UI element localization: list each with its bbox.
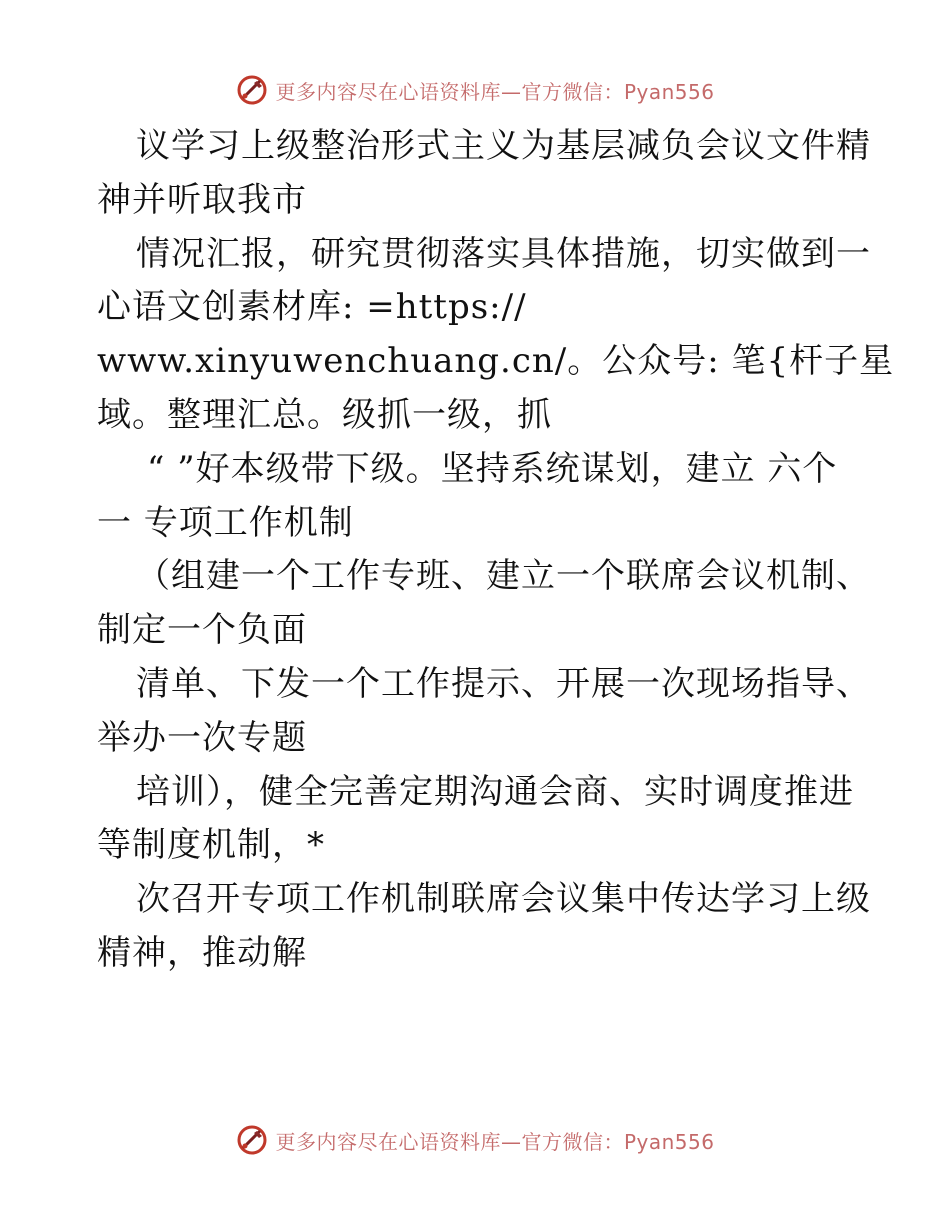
header-watermark-text: 更多内容尽在心语资料库—官方微信：Pyan556 xyxy=(275,79,715,104)
body-line: 精神，推动解 xyxy=(97,932,307,973)
body-line: 议学习上级整治形式主义为基层减负会议文件精 xyxy=(136,126,871,166)
body-line: “ ”好本级带下级。坚持系统谋划，建立 六个 xyxy=(147,448,838,489)
brush-circle-logo-icon xyxy=(235,73,269,107)
document-body xyxy=(97,120,895,981)
body-line: www.xinyuwenchuang.cn/。公众号: 笔{杆子星 xyxy=(97,341,895,382)
body-line: 次召开专项工作机制联席会议集中传达学习上级 xyxy=(136,879,871,920)
body-line: 情况汇报，研究贯彻落实具体措施，切实做到一 xyxy=(136,233,871,274)
body-line: 一 专项工作机制 xyxy=(97,502,354,543)
body-line: （组建一个工作专班、建立一个联席会议机制、 xyxy=(136,556,871,597)
body-line: 清单、下发一个工作提示、开展一次现场指导、 xyxy=(136,663,871,704)
body-line: 神并听取我市 xyxy=(97,179,307,220)
body-line: 制定一个负面 xyxy=(97,610,307,651)
header-watermark-banner xyxy=(0,70,950,110)
body-line: 培训），健全完善定期沟通会商、实时调度推进 xyxy=(136,771,854,812)
footer-watermark-text: 更多内容尽在心语资料库—官方微信：Pyan556 xyxy=(275,1129,715,1154)
body-line: 举办一次专题 xyxy=(97,717,307,758)
body-line: 等制度机制，* xyxy=(97,825,325,866)
body-line: 心语文创素材库: =https:// xyxy=(97,287,527,328)
brush-circle-logo-icon xyxy=(235,1123,269,1157)
footer-watermark-banner xyxy=(0,1120,950,1160)
body-line: 域。整理汇总。级抓一级，抓 xyxy=(97,394,552,435)
